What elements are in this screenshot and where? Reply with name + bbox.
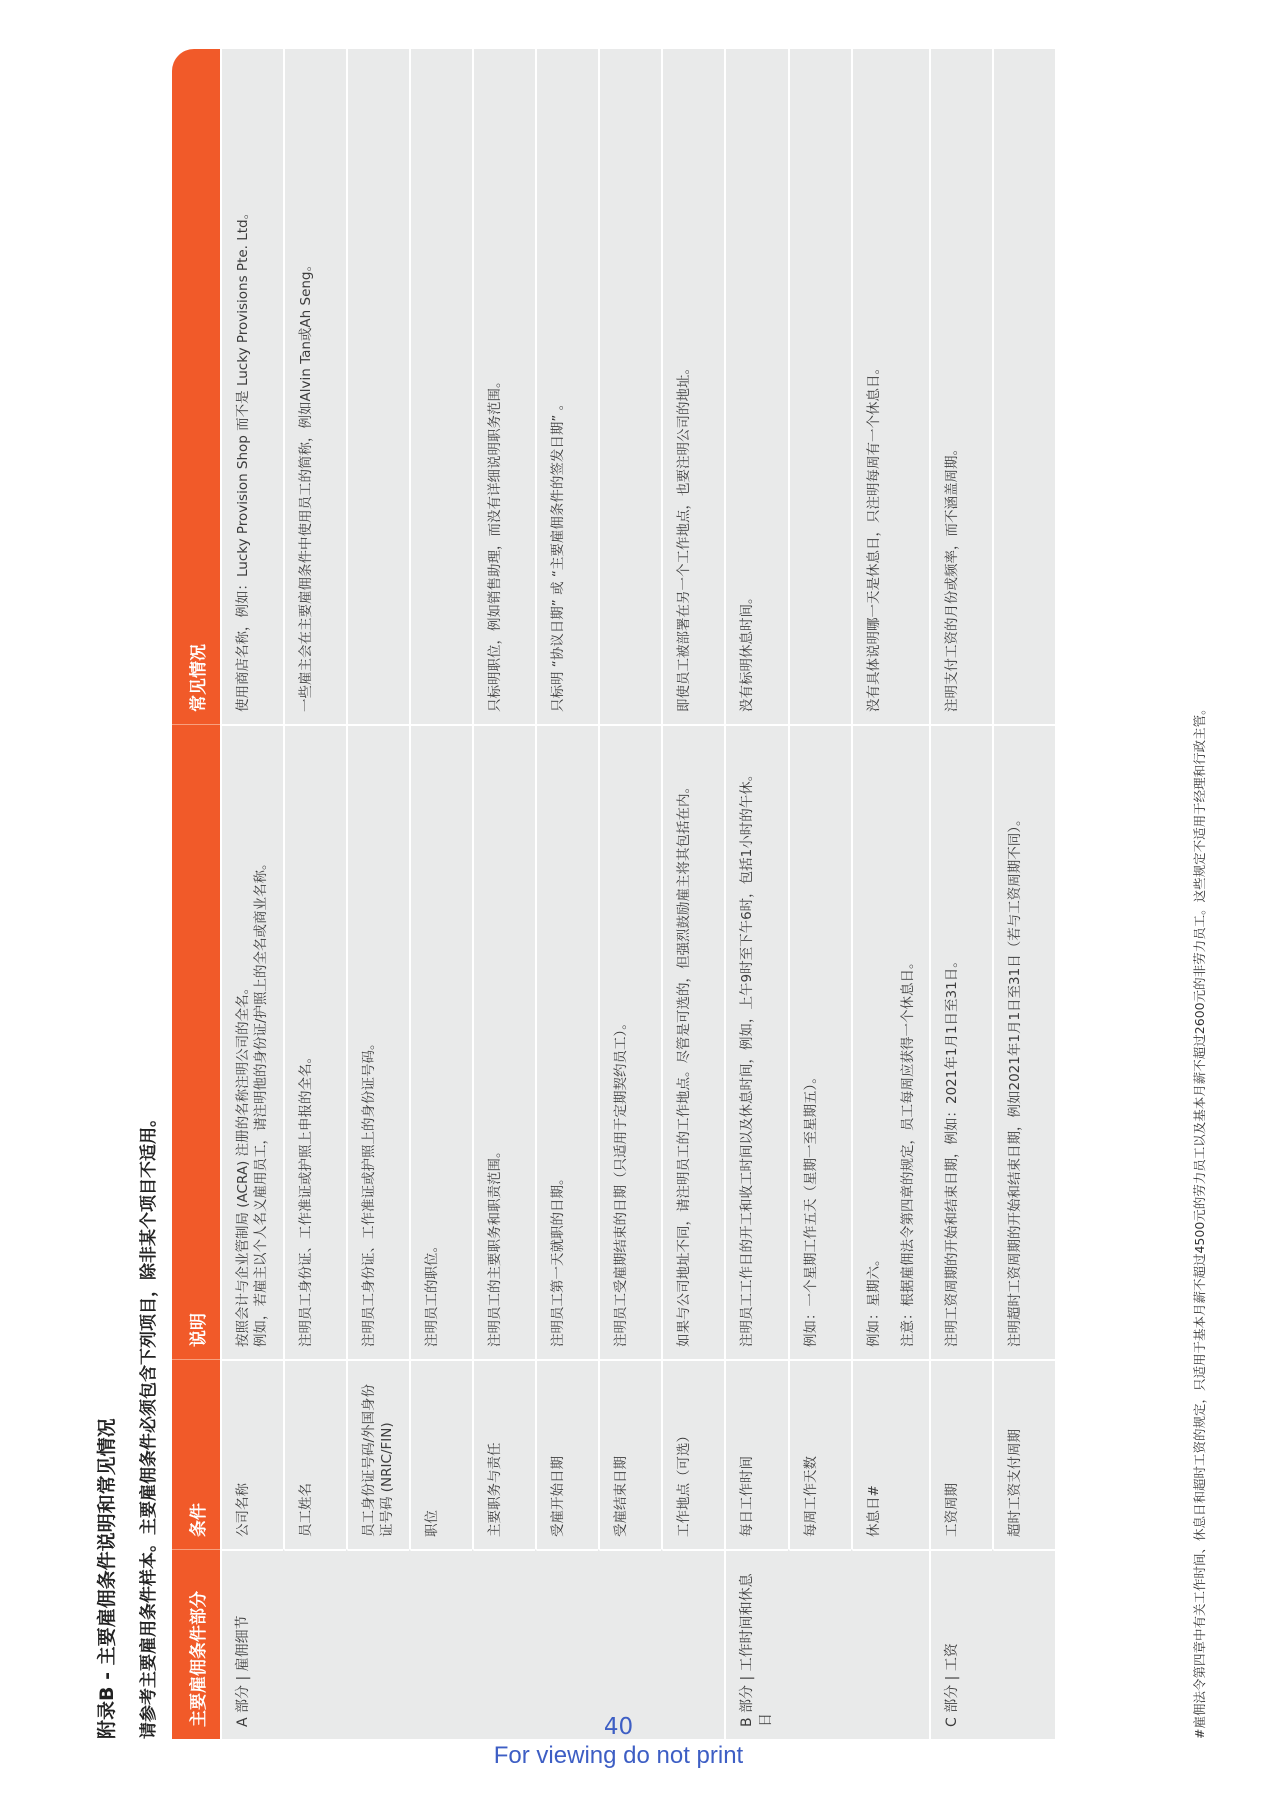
description-cell — [283, 724, 346, 1359]
term-cell — [598, 1359, 661, 1549]
common-situation-cell-text: 只标明职位，例如销售助理，而没有详细说明职务范围。 — [487, 374, 503, 712]
common-situation-cell — [992, 49, 1055, 724]
table-row — [346, 49, 409, 1739]
section-cell — [661, 1549, 724, 1739]
appendix-heading: 附录B - 主要雇佣条件说明和常见情况 — [96, 1418, 118, 1739]
common-situation-cell — [724, 49, 788, 724]
common-situation-cell-text: 注明支付工资的月份或频率，而不涵盖周期。 — [944, 442, 961, 712]
page-number: 40 — [603, 1714, 634, 1740]
term-cell — [661, 1359, 724, 1549]
term-cell — [851, 1359, 929, 1549]
section-cell — [472, 1549, 535, 1739]
table-row — [929, 49, 992, 1739]
common-situation-cell — [409, 49, 472, 724]
common-situation-cell — [788, 49, 851, 724]
common-situation-cell-text: 使用商店名称，例如：Lucky Provision Shop 而不是 Lucky Provisions Pte. Ltd。 — [235, 205, 251, 712]
term-cell-text: 每周工作天数 — [802, 1456, 819, 1537]
header-term: 条件 — [172, 1359, 220, 1549]
section-cell — [346, 1549, 409, 1739]
description-cell — [929, 724, 992, 1359]
header-description: 说明 — [172, 724, 220, 1359]
description-cell-text: 注明员工的职位。 — [424, 1239, 440, 1347]
term-cell-text: 受雇开始日期 — [550, 1456, 566, 1537]
common-situation-cell-text: 只标明 “协议日期” 或 “主要雇佣条件的签发日期” 。 — [550, 396, 566, 712]
term-cell — [929, 1359, 992, 1549]
common-situation-cell — [346, 49, 409, 724]
common-situation-cell-text: 没有标明休息时间。 — [739, 590, 755, 712]
description-cell-text: 注明员工身份证、工作准证或护照上申报的全名。 — [298, 1050, 314, 1347]
table-row — [472, 49, 535, 1739]
common-situation-cell-text: 即使员工被部署在另一个工作地点，也要注明公司的地址。 — [676, 361, 692, 712]
appendix-subheading: 请参考主要雇用条件样本。主要雇佣条件必须包含下列项目，除非某个项目不适用。 — [139, 1110, 159, 1739]
header-section: 主要雇佣条件部分 — [172, 1549, 220, 1739]
description-cell — [472, 724, 535, 1359]
term-cell — [788, 1359, 851, 1549]
term-cell — [283, 1359, 346, 1549]
description-cell-text: 注明员工第一天就职的日期。 — [550, 1171, 566, 1347]
term-cell-text: 超时工资支付周期 — [1007, 1429, 1024, 1537]
description-cell — [724, 724, 788, 1359]
common-situation-cell — [472, 49, 535, 724]
term-cell-text: 主要职务与责任 — [487, 1442, 503, 1537]
print-caption: For viewing do not print — [493, 1742, 744, 1769]
description-cell-text: 例如：星期六。 — [865, 1252, 882, 1347]
common-situation-cell — [929, 49, 992, 724]
common-situation-cell-text: 没有具体说明哪一天是休息日，只注明每周有一个休息日。 — [865, 361, 882, 712]
description-cell — [851, 724, 929, 1359]
description-cell-text: 例如：一个星期工作五天（星期一至星期五）。 — [802, 1070, 819, 1347]
section-cell — [992, 1549, 1055, 1739]
section-cell-text: A 部分 | 雇佣细节 — [235, 1615, 251, 1727]
term-cell — [992, 1359, 1055, 1549]
term-cell — [472, 1359, 535, 1549]
description-cell — [992, 724, 1055, 1359]
common-situation-cell-text: 一些雇主会在主要雇佣条件中使用员工的简称，例如Alvin Tan或Ah Seng。 — [298, 258, 314, 712]
description-note-text: 注意：根据雇佣法令第四章的规定，员工每周应获得一个休息日。 — [900, 955, 916, 1347]
table-row — [661, 49, 724, 1739]
employment-terms-table — [172, 49, 1055, 1739]
term-cell — [409, 1359, 472, 1549]
term-cell-text: 受雇结束日期 — [613, 1456, 629, 1537]
table-row — [409, 49, 472, 1739]
section-cell — [283, 1549, 346, 1739]
description-cell — [346, 724, 409, 1359]
description-cell — [220, 724, 283, 1359]
table-header-row — [172, 49, 220, 1739]
description-cell — [661, 724, 724, 1359]
term-cell — [535, 1359, 598, 1549]
common-situation-cell — [661, 49, 724, 724]
section-cell — [851, 1549, 929, 1739]
table-row — [992, 49, 1055, 1739]
footnote: #雇佣法令第四章中有关工作时间、休息日和超时工资的规定，只适用于基本月薪不超过4500元的劳力员工以及基本月薪不超过2600元的非劳力员工。这些规定不适用于经理和行政主管。 — [1192, 702, 1207, 1739]
section-cell — [724, 1549, 788, 1739]
description-cell-text: 注明员工的主要职务和职责范围。 — [487, 1144, 503, 1347]
term-cell-text: 职位 — [424, 1510, 440, 1537]
common-situation-cell — [283, 49, 346, 724]
table-row — [283, 49, 346, 1739]
section-cell — [535, 1549, 598, 1739]
table-row — [220, 49, 283, 1739]
section-cell — [788, 1549, 851, 1739]
common-situation-cell — [220, 49, 283, 724]
description-cell-text: 如果与公司地址不同，请注明员工的工作地点。尽管是可选的，但强烈鼓励雇主将其包括在内。 — [676, 780, 692, 1347]
term-cell — [220, 1359, 283, 1549]
term-cell — [346, 1359, 409, 1549]
term-cell-text: 员工身份证号码/外国身份证号码 (NRIC/FIN) — [361, 1383, 396, 1537]
section-cell-text: C 部分 | 工资 — [944, 1643, 961, 1727]
description-cell-text: 注明员工工作日的开工和收工时间以及休息时间，例如，上午9时至下午6时，包括1小时的午休。 — [739, 767, 755, 1347]
common-situation-cell — [535, 49, 598, 724]
section-cell — [598, 1549, 661, 1739]
description-cell-text: 注明员工身份证、工作准证或护照上的身份证号码。 — [361, 1036, 377, 1347]
term-cell — [724, 1359, 788, 1549]
table-row — [598, 49, 661, 1739]
term-cell-text: 休息日# — [865, 1485, 882, 1537]
table-row — [851, 49, 929, 1739]
description-cell — [598, 724, 661, 1359]
term-cell-text: 员工姓名 — [298, 1483, 314, 1537]
common-situation-cell — [598, 49, 661, 724]
section-cell — [409, 1549, 472, 1739]
section-cell — [220, 1549, 283, 1739]
term-cell-text: 工资周期 — [944, 1483, 961, 1537]
term-cell-text: 工作地点（可选） — [676, 1429, 692, 1537]
description-cell-text: 注明员工受雇期结束的日期（只适用于定期契约员工）。 — [613, 1016, 629, 1347]
section-cell — [929, 1549, 992, 1739]
header-common-situation: 常见情况 — [172, 49, 220, 724]
description-cell-text: 按照会计与企业管制局 (ACRA) 注册的名称注明公司的全名。 例如，若雇主以个人名义雇用员工，请注明他的身份证/护照上的全名或商业名称。 — [235, 856, 270, 1347]
description-cell — [535, 724, 598, 1359]
table-row — [724, 49, 788, 1739]
common-situation-cell — [851, 49, 929, 724]
table-row — [788, 49, 851, 1739]
description-cell — [788, 724, 851, 1359]
term-cell-text: 每日工作时间 — [739, 1456, 755, 1537]
description-cell — [409, 724, 472, 1359]
table-body — [220, 49, 1055, 1739]
table-row — [535, 49, 598, 1739]
description-cell-text: 注明超时工资周期的开始和结束日期，例如2021年1月1日至31日（若与工资周期不同）。 — [1007, 812, 1024, 1347]
section-cell-text: B 部分 | 工作时间和休息日 — [739, 1573, 774, 1727]
term-cell-text: 公司名称 — [235, 1483, 251, 1537]
description-cell-text: 注明工资周期的开始和结束日期，例如：2021年1月1日至31日。 — [944, 954, 961, 1347]
